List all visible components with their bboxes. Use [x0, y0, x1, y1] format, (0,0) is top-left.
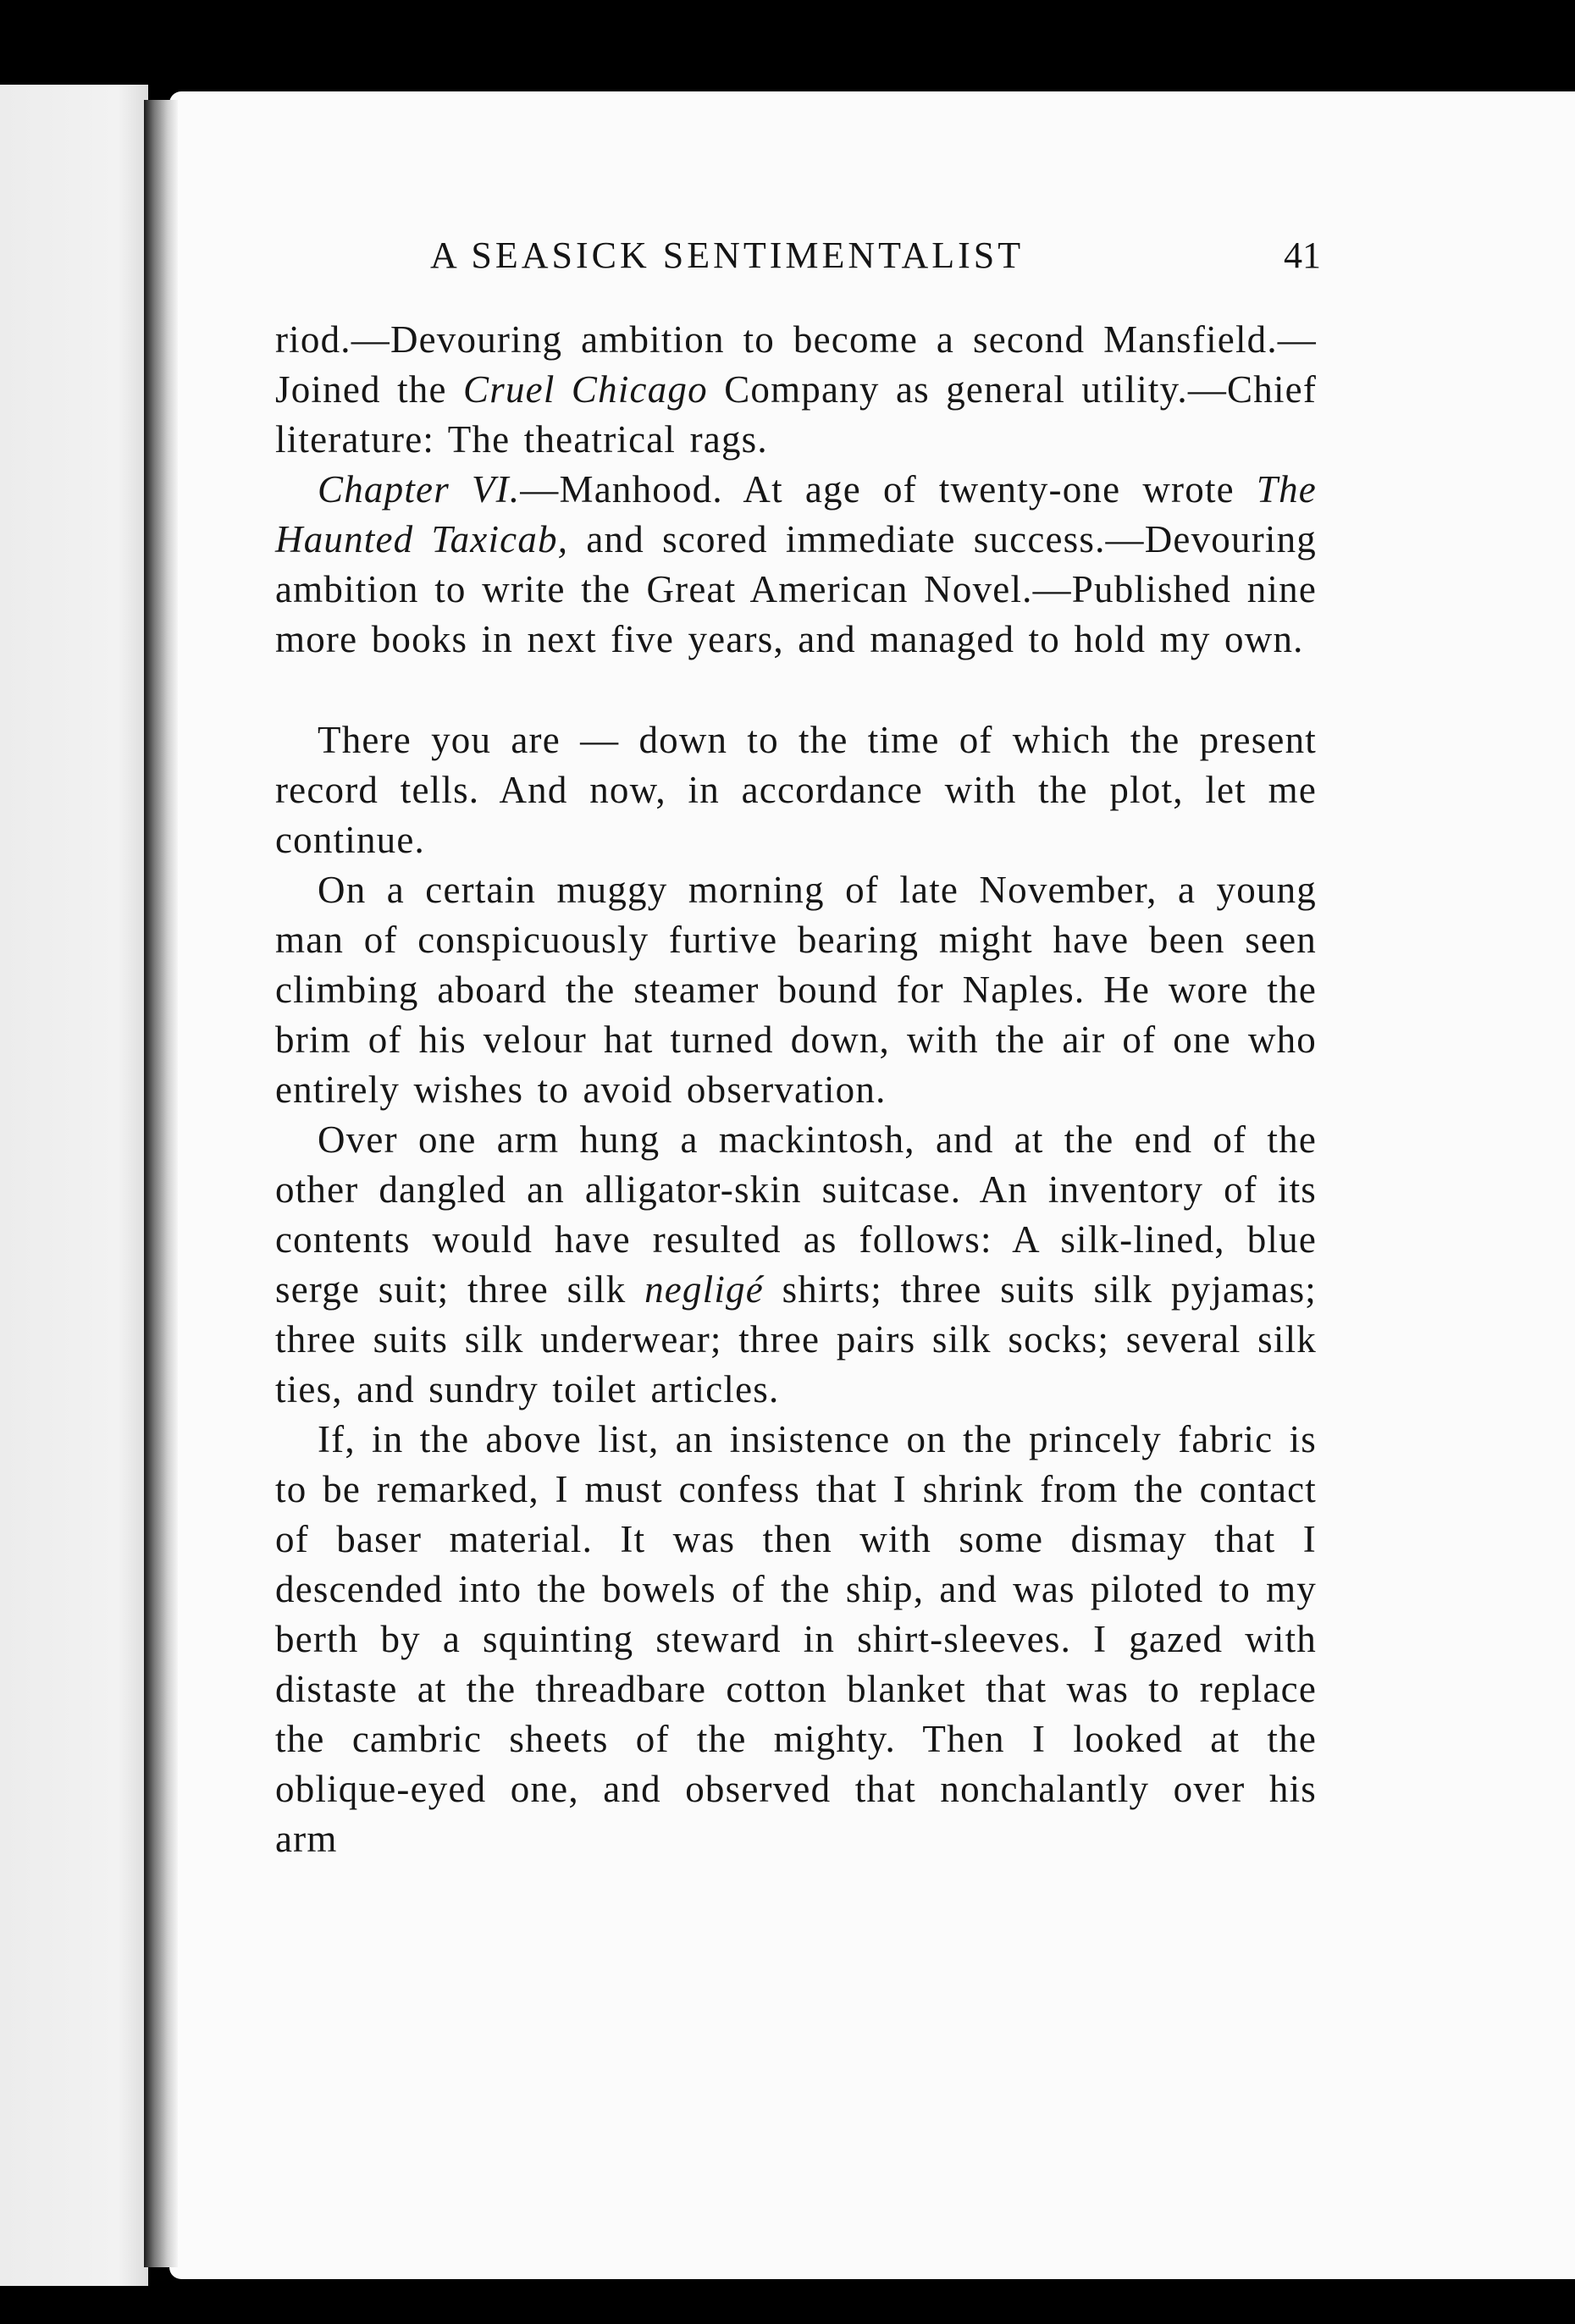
paragraph-4: On a certain muggy morning of late November, a young man of conspicuously furtive bearing might have been seen climbing aboard the steamer bound for Naples. He wore the brim of his velour hat turned down, with the air of one who entirely wishes to avoid observation. [275, 869, 1317, 1111]
paragraph-2-text-b: and scored immediate success.—Devouring ambition to write the Great American Novel.—Published nine more books in next five years, and managed to hold my own. [275, 518, 1317, 660]
page-number: 41 [1284, 235, 1321, 276]
body-text [275, 315, 1317, 1864]
paragraph-1-text-a: riod.—Devouring ambition to become a second Mansfield.—Joined the [275, 318, 1317, 411]
book-title-italic: The Haunted Taxicab, [275, 468, 1317, 560]
paragraph-6: If, in the above list, an insistence on the princely fabric is to be remarked, I must confess that I shrink from the contact of baser material. It was then with some dismay that I descended into the bowels of the ship, and was piloted to my berth by a squinting steward in shirt-sleeves. I gazed with distaste at the threadbare cotton blanket that was to replace the cambric sheets of the mighty. Then I looked at the oblique-eyed one, and observed that nonchalantly over his arm [275, 1418, 1317, 1860]
paragraph-5-italic: negligé [644, 1268, 764, 1311]
paragraph-3: There you are — down to the time of which the present record tells. And now, in accordance with the plot, let me continue. [275, 719, 1317, 861]
paragraph-5-text-b: shirts; three suits silk pyjamas; three suits silk underwear; three pairs silk socks; several silk ties, and sundry toilet articles. [275, 1268, 1318, 1410]
paragraph-5 [275, 1115, 1317, 1415]
paragraph-1-italic: Cruel Chicago [463, 368, 708, 411]
book-gutter [144, 100, 178, 2267]
opposite-page-edge [0, 85, 148, 2286]
paragraph-1 [275, 315, 1317, 465]
section-break [275, 665, 1317, 715]
paragraph-2-text-a: —Manhood. At age of twenty-one wrote [520, 468, 1257, 511]
paragraph-1-text-b: Company as general utility.—Chief literature: The theatrical rags. [275, 368, 1318, 461]
paragraph-2 [275, 465, 1317, 665]
paragraph-5-text-a: Over one arm hung a mackintosh, and at the end of the other dangled an alligator-skin suitcase. An inventory of its contents would have resulted as follows: A silk-lined, blue serge suit; three silk [275, 1118, 1317, 1311]
chapter-label: Chapter VI. [318, 468, 521, 511]
running-title: A SEASICK SENTIMENTALIST [430, 235, 1025, 276]
